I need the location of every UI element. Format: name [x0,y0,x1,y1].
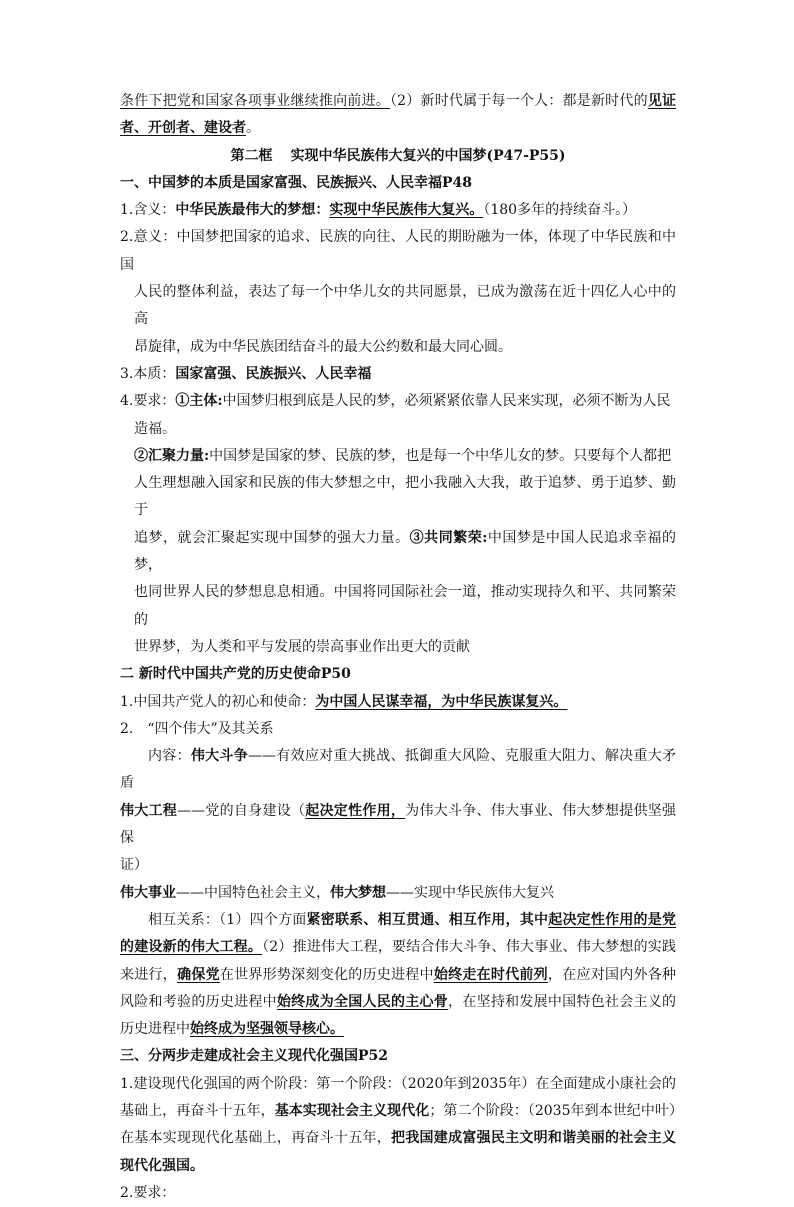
title-part: 实现中华民族伟大复兴的中国梦(P47-P55) [290,147,566,164]
relation-paragraph [120,907,676,1043]
text-run: 础上，再奋斗十五年， [134,1102,275,1119]
text-run: 1.建设现代化强国的两个阶段：第一个阶段：（2020年到2035年）在全面建成小康社会的基 [120,1075,676,1119]
text-run: 确保党 [177,966,220,983]
item-2-line-3: 昂旋律，成为中华民族团结奋斗的最大公约数和最大同心圆。 [134,338,512,355]
text-run: 3.本质： [120,365,176,382]
text-run: 在世界形势深刻变化的历史进程中 [219,966,434,983]
heading-1: 一、中国梦的本质是国家富强、民族振兴、人民幸福P48 [120,174,473,191]
item-2-line-2: 人民的整体利益，表达了每一个中华儿女的共同愿景，已成为激荡在近十四亿人心中的高 [134,284,676,328]
text-run: ——党的自身建设（ [177,802,306,819]
content-line-1 [120,743,676,798]
item-4b-line-5: 世界梦，为人类和平与发展的崇高事业作出更大的贡献 [134,638,470,655]
content-line-3: 证） [120,857,148,874]
text-run: 4.要求： [120,393,176,410]
item-4b-line-1 [120,443,676,470]
text-run: ，在应对国内外各种风 [120,966,677,1010]
text-run: 其中 [519,911,549,928]
title-part: 第二框 [230,147,273,164]
text-run: 伟大斗争 [190,748,249,765]
text-run: 追梦，就会汇聚起实现中国梦的强大力量。 [134,529,410,546]
section-title [120,143,676,170]
text-run: 为中国人民谋幸福，为中华民族谋复兴。 [315,693,568,710]
great-line [120,880,676,907]
paragraph-top [120,88,676,143]
text-run: 的建设新的伟大工程。 [120,939,263,956]
text-run: 相互关系：（1）四个方面 [148,911,307,928]
text-run: 来进行， [120,966,178,983]
text-run: ②汇聚力量: [134,447,210,464]
s3-item-2: 2.要求： [120,1184,176,1201]
text-run: 进程中 [148,1021,190,1038]
item-2-line-1: 2.意义：中国梦把国家的追求、民族的向往、人民的期盼融为一体，体现了中华民族和中国 [120,229,676,273]
text-run: 把我国建成富强民主文明和谐美丽的社会主义现 [120,1130,677,1174]
text-run: 代化强国。 [134,1157,204,1174]
text-run: 内容： [148,748,191,765]
text-run: ——实现中华民族伟大复兴 [386,884,554,901]
text-run: ；第二个阶段：（2035年到本世纪中叶）在 [120,1102,676,1147]
text-run: （180多年的持续奋斗。） [483,202,637,219]
item-4-line-1 [120,388,676,415]
text-run: 1.中国共产党人的初心和使命： [120,693,316,710]
text-run: ——中国特色社会主义， [176,884,330,901]
s2-item-1 [120,689,676,716]
item-1 [120,197,676,224]
text-run: 中国梦是国家的梦、民族的梦，也是每一个中华儿女的梦。只要每个人都把 [209,447,672,464]
text-run: ，在坚持和发展中国特色社会主义的历史 [120,993,677,1038]
item-3 [120,361,676,388]
content-line-2 [120,798,676,853]
text-run: 实现中华民族伟大复兴。 [329,202,484,219]
s3-item-1 [120,1071,676,1180]
item-4b-line-4: 也同世界人民的梦想息息相通。中国将同国际社会一道，推动实现持久和平、共同繁荣的 [134,584,676,628]
item-4b-line-3 [120,525,676,580]
text-run: 。 [246,120,260,137]
document-page [120,88,676,1207]
text-run: 1.含义： [120,202,176,219]
text-run: 条件下把党和国家各项事业继续推向前进。 [120,93,390,109]
text-run: 见证者、开创者、建设者 [120,93,677,137]
text-run: （2）新时代属于每一个人：都是新时代的 [389,93,648,109]
text-run: 基本实现社会主义现代化 [274,1102,430,1119]
heading-2: 二 新时代中国共产党的历史使命P50 [120,666,351,683]
item-4-line-2: 造福。 [134,420,176,437]
text-run: 基本实现现代化基础上，再奋斗十五年， [134,1130,392,1147]
text-run: 伟大事业 [120,884,176,901]
text-run: 始终成为坚强领导核心。 [190,1021,344,1038]
text-run: ①主体: [175,393,223,410]
text-run: 始终走在时代前列 [433,966,548,983]
text-run: 伟大工程 [120,802,178,819]
text-run: 中华民族最伟大的梦想： [175,202,330,219]
s2-item-2: 2. “四个伟大”及其关系 [120,720,274,737]
text-run: ——有效应对重大挑战、抵御重大风险、克服重大阻力、解决重大矛盾 [120,748,677,792]
text-run: 起决定性作用的是党 [548,911,676,928]
item-4b-line-2: 人生理想融入国家和民族的伟大梦想之中，把小我融入大我，敢于追梦、勇于追梦、勤于 [134,475,676,519]
text-run: 始终成为全国人民的主心骨 [276,993,449,1010]
text-run: 为伟大斗争、伟大事业、伟大梦想提供坚强保 [120,802,677,847]
heading-3: 三、分两步走建成社会主义现代化强国P52 [120,1048,389,1065]
text-run: 中国梦归根到底是人民的梦，必须紧紧依靠人民来实现，必须不断为人民 [222,393,671,410]
text-run: 起决定性作用， [305,802,406,819]
text-run: 紧密联系、相互贯通、相互作用， [306,911,520,928]
text-run: 中国梦是中国人民追求幸福的梦， [134,529,677,574]
text-run: 伟大梦想 [330,884,386,901]
text-run: （2）推进伟大工程，要结合伟大斗争、伟大事业、伟大梦想的实践 [262,939,677,956]
text-run: 国家富强、民族振兴、人民幸福 [175,365,372,382]
text-run: 险和考验的历史进程中 [134,993,277,1010]
text-run: ③共同繁荣: [409,529,488,546]
